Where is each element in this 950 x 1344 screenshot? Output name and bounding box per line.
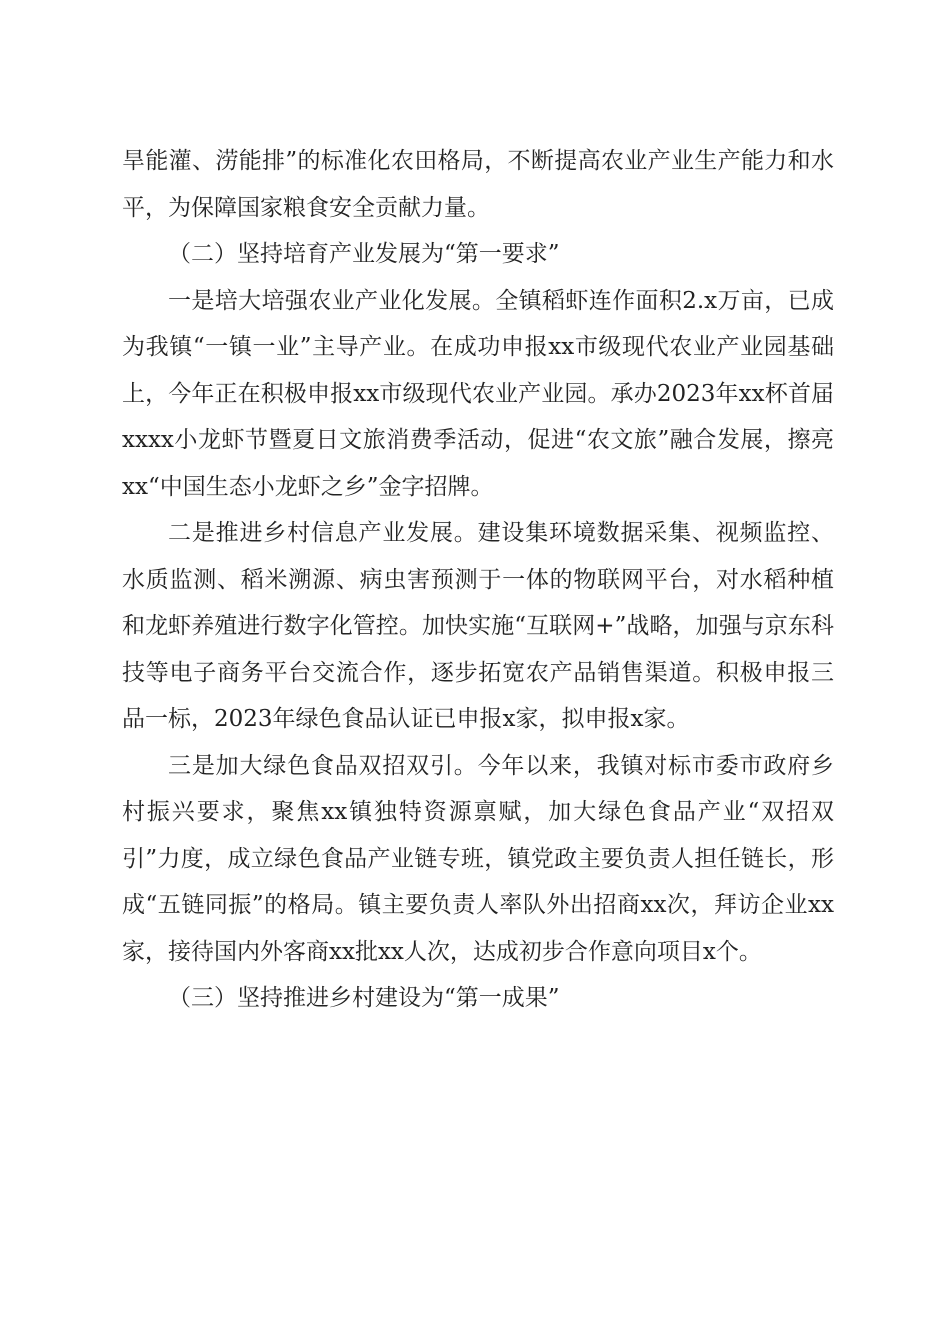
paragraph-lead: 三是加大绿色食品双招双引。 (168, 752, 478, 779)
paragraph-continuation (122, 138, 834, 231)
section-heading-3 (122, 975, 834, 1022)
heading-text: （二）坚持培育产业发展为“第一要求” (168, 241, 560, 267)
paragraph-lead: 二是推进乡村信息产业发展。 (168, 520, 478, 546)
paragraph-item-3 (122, 743, 834, 976)
section-heading-2 (122, 231, 834, 278)
paragraph-text: 今年以来，我镇对标市委市政府乡村振兴要求，聚焦xx镇独特资源禀赋，加大绿色食品产业“双招双引”力度，成立绿色食品产业链专班，镇党政主要负责人担任链长，形成“五链同振”的格局。镇主要负责人率队外出招商xx次，拜访企业xx家，接待国内外客商xx批xx人次，达成初步合作意向项目x个。 (122, 752, 835, 965)
paragraph-text: 全镇稻虾连作面积2.x万亩，已成为我镇“一镇一业”主导产业。在成功申报xx市级现代农业产业园基础上，今年正在积极申报xx市级现代农业产业园。承办2023年xx杯首届xxxx小龙虾节暨夏日文旅消费季活动，促进“农文旅”融合发展，擦亮xx“中国生态小龙虾之乡”金字招牌。 (122, 287, 835, 500)
document-body (122, 138, 834, 1022)
paragraph-lead: 一是培大培强农业产业化发展。 (168, 287, 496, 314)
heading-text: （三）坚持推进乡村建设为“第一成果” (168, 985, 560, 1011)
paragraph-item-1 (122, 278, 834, 511)
paragraph-text: 建设集环境数据采集、视频监控、水质监测、稻米溯源、病虫害预测于一体的物联网平台，对水稻种植和龙虾养殖进行数字化管控。加快实施“互联网+”战略，加强与京东科技等电子商务平台交流合作，逐步拓宽农产品销售渠道。积极申报三品一标，2023年绿色食品认证已申报x家，拟申报x家。 (122, 520, 835, 732)
paragraph-text: 旱能灌、涝能排”的标准化农田格局，不断提高农业产业生产能力和水平，为保障国家粮食安全贡献力量。 (122, 148, 834, 221)
paragraph-item-2 (122, 510, 834, 743)
